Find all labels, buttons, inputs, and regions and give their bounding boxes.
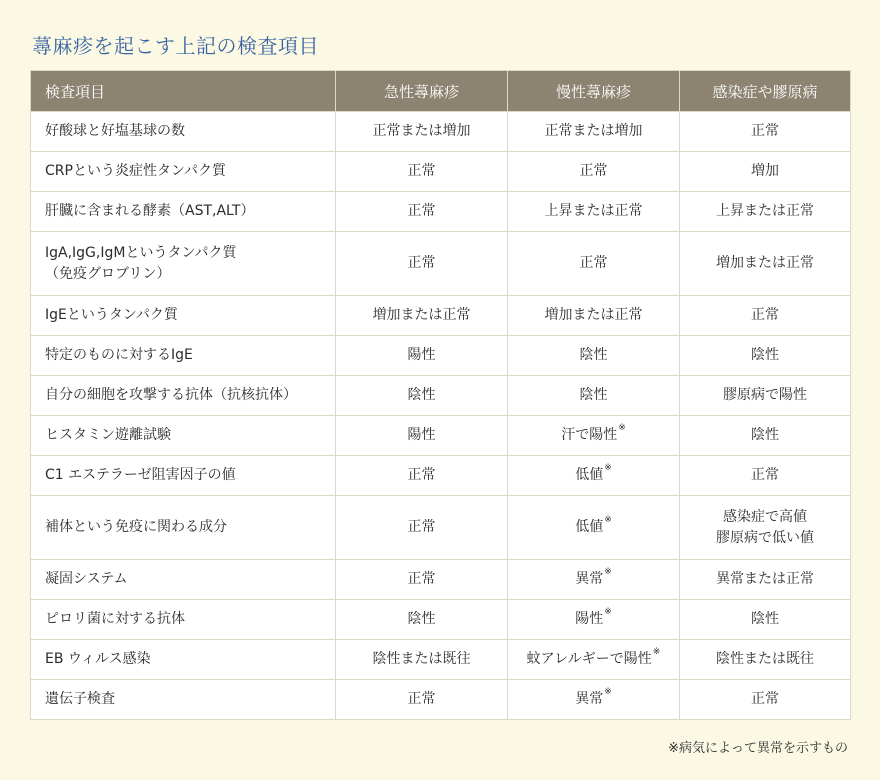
cell-infection-collagen: 陰性 xyxy=(680,600,851,640)
cell-acute: 正常 xyxy=(336,680,508,720)
table-header-row xyxy=(31,71,851,112)
cell-test-item: 好酸球と好塩基球の数 xyxy=(31,112,336,152)
cell-chronic-text: 正常 xyxy=(579,163,608,180)
cell-acute: 正常 xyxy=(336,456,508,496)
table-row xyxy=(31,560,851,600)
cell-test-item: CRPという炎症性タンパク質 xyxy=(31,152,336,192)
cell-chronic-text: 汗で陽性 xyxy=(561,427,618,444)
test-items-table xyxy=(30,70,851,720)
footnote-mark: ※ xyxy=(618,423,626,434)
cell-chronic xyxy=(508,336,680,376)
cell-test-item: ヒスタミン遊離試験 xyxy=(31,416,336,456)
cell-infection-collagen: 異常または正常 xyxy=(680,560,851,600)
cell-chronic xyxy=(508,640,680,680)
cell-chronic xyxy=(508,600,680,640)
cell-acute: 正常 xyxy=(336,496,508,560)
cell-test-item: 補体という免疫に関わる成分 xyxy=(31,496,336,560)
footnote-mark: ※ xyxy=(604,607,612,618)
cell-test-item: EB ウィルス感染 xyxy=(31,640,336,680)
cell-chronic-text: 上昇または正常 xyxy=(544,203,643,220)
cell-chronic-text: 増加または正常 xyxy=(544,307,643,324)
table-row xyxy=(31,192,851,232)
footnote-mark: ※ xyxy=(604,567,612,578)
cell-infection-collagen: 増加 xyxy=(680,152,851,192)
table-body xyxy=(31,112,851,720)
cell-chronic xyxy=(508,192,680,232)
cell-chronic-text: 蚊アレルギーで陽性 xyxy=(526,651,652,668)
table-row xyxy=(31,336,851,376)
cell-acute: 正常 xyxy=(336,152,508,192)
header-test-item: 検査項目 xyxy=(31,71,336,112)
cell-acute: 正常 xyxy=(336,232,508,296)
cell-test-item: 凝固システム xyxy=(31,560,336,600)
cell-chronic-text: 陰性 xyxy=(579,347,608,364)
cell-acute: 増加または正常 xyxy=(336,296,508,336)
cell-test-item: C1 エステラーゼ阻害因子の値 xyxy=(31,456,336,496)
cell-chronic-text: 陽性 xyxy=(575,611,604,628)
cell-chronic-text: 正常または増加 xyxy=(544,123,643,140)
cell-test-item: 特定のものに対するIgE xyxy=(31,336,336,376)
table-row xyxy=(31,296,851,336)
cell-test-item: IgEというタンパク質 xyxy=(31,296,336,336)
cell-chronic xyxy=(508,496,680,560)
cell-infection-collagen: 陰性 xyxy=(680,416,851,456)
cell-test-item: IgA,IgG,IgMというタンパク質 （免疫グロブリン） xyxy=(31,232,336,296)
footnote-mark: ※ xyxy=(604,687,612,698)
cell-test-item: 遺伝子検査 xyxy=(31,680,336,720)
header-chronic-urticaria: 慢性蕁麻疹 xyxy=(508,71,680,112)
cell-chronic xyxy=(508,232,680,296)
cell-infection-collagen: 感染症で高値 膠原病で低い値 xyxy=(680,496,851,560)
table-row xyxy=(31,640,851,680)
cell-chronic xyxy=(508,152,680,192)
cell-infection-collagen: 陰性または既往 xyxy=(680,640,851,680)
table-row xyxy=(31,680,851,720)
cell-acute: 陽性 xyxy=(336,416,508,456)
cell-acute: 陽性 xyxy=(336,336,508,376)
cell-chronic xyxy=(508,112,680,152)
table-row xyxy=(31,456,851,496)
table-row xyxy=(31,416,851,456)
cell-chronic xyxy=(508,376,680,416)
cell-infection-collagen: 膠原病で陽性 xyxy=(680,376,851,416)
cell-test-item: 自分の細胞を攻撃する抗体（抗核抗体） xyxy=(31,376,336,416)
cell-infection-collagen: 正常 xyxy=(680,456,851,496)
cell-infection-collagen: 上昇または正常 xyxy=(680,192,851,232)
cell-test-item: 肝臓に含まれる酵素（AST,ALT） xyxy=(31,192,336,232)
cell-acute: 正常 xyxy=(336,560,508,600)
cell-acute: 陰性 xyxy=(336,600,508,640)
footnote-mark: ※ xyxy=(604,515,612,526)
cell-acute: 陰性または既往 xyxy=(336,640,508,680)
cell-infection-collagen: 陰性 xyxy=(680,336,851,376)
header-acute-urticaria: 急性蕁麻疹 xyxy=(336,71,508,112)
cell-chronic-text: 異常 xyxy=(575,691,604,708)
footnote: ※病気によって異常を示すもの xyxy=(668,741,848,756)
table-row xyxy=(31,112,851,152)
cell-chronic xyxy=(508,296,680,336)
cell-acute: 陰性 xyxy=(336,376,508,416)
cell-acute: 正常 xyxy=(336,192,508,232)
cell-chronic-text: 陰性 xyxy=(579,387,608,404)
cell-chronic xyxy=(508,416,680,456)
cell-infection-collagen: 正常 xyxy=(680,680,851,720)
cell-chronic-text: 異常 xyxy=(575,571,604,588)
cell-infection-collagen: 正常 xyxy=(680,296,851,336)
table-row xyxy=(31,232,851,296)
cell-acute: 正常または増加 xyxy=(336,112,508,152)
cell-chronic xyxy=(508,560,680,600)
table-row xyxy=(31,600,851,640)
cell-chronic xyxy=(508,456,680,496)
footnote-mark: ※ xyxy=(652,647,661,658)
page-title: 蕁麻疹を起こす上記の検査項目 xyxy=(32,34,319,58)
table-row xyxy=(31,376,851,416)
cell-chronic-text: 低値 xyxy=(575,519,604,536)
cell-chronic-text: 正常 xyxy=(579,255,608,272)
header-infection-collagen: 感染症や膠原病 xyxy=(680,71,851,112)
cell-chronic xyxy=(508,680,680,720)
cell-test-item: ピロリ菌に対する抗体 xyxy=(31,600,336,640)
cell-infection-collagen: 正常 xyxy=(680,112,851,152)
cell-infection-collagen: 増加または正常 xyxy=(680,232,851,296)
cell-chronic-text: 低値 xyxy=(575,467,604,484)
table-row xyxy=(31,152,851,192)
footnote-mark: ※ xyxy=(604,463,612,474)
table-row xyxy=(31,496,851,560)
